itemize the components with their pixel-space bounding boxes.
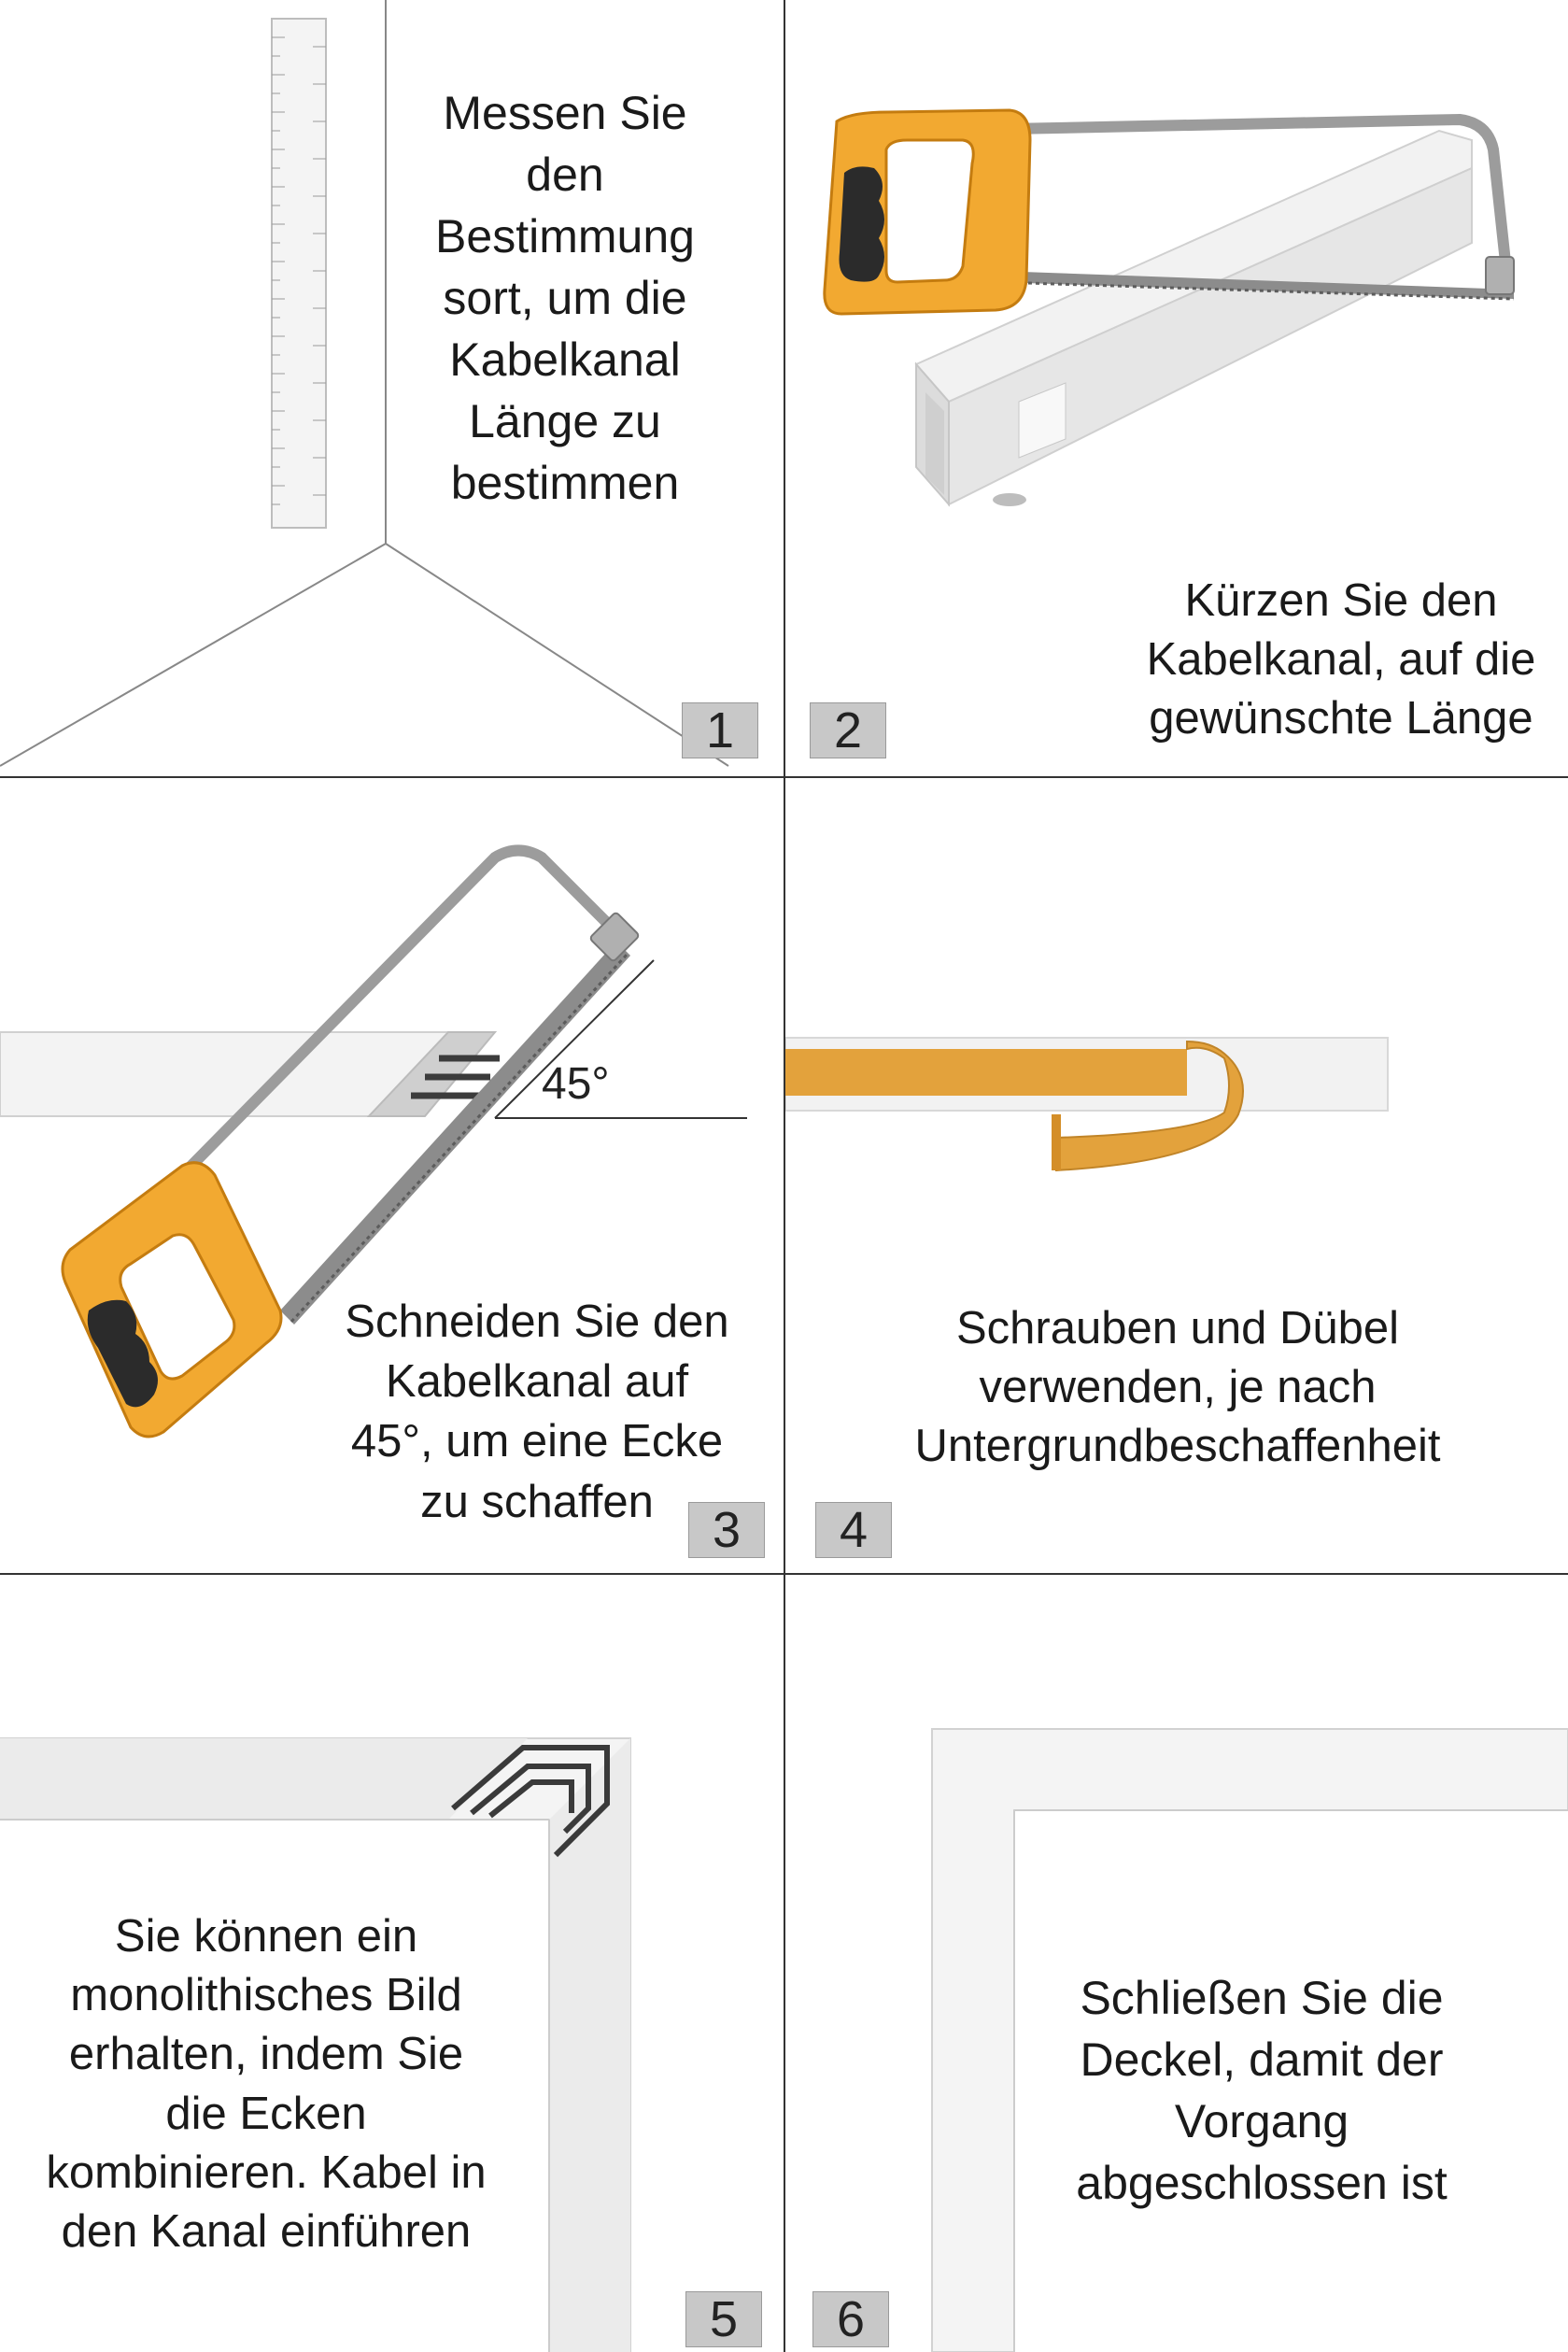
horizontal-divider-1	[0, 776, 1568, 778]
step-1-panel	[0, 0, 784, 776]
step-4-number-badge: 4	[815, 1502, 892, 1558]
step-3-panel	[0, 778, 784, 1573]
step-1-text: Messen Sie den Bestimmung sort, um die Kabelkanal Länge zu bestimmen	[435, 87, 695, 509]
step-6-text: Schließen Sie die Deckel, damit der Vorgang abgeschlossen ist	[1076, 1972, 1448, 2209]
step-4-text: Schrauben und Dübel verwenden, je nach Untergrundbeschaffenheit	[914, 1303, 1441, 1472]
step-3-text: Schneiden Sie den Kabelkanal auf 45°, um eine Ecke zu schaffen	[345, 1296, 729, 1527]
cut-angle-label: 45°	[542, 1059, 610, 1109]
step-4-panel	[785, 778, 1568, 1573]
closed-duct-illustration	[785, 1575, 1568, 2352]
step-5-text: Sie können ein monolithisches Bild erhalten, indem Sie die Ecken kombinieren. Kabel in den Kanal einführen	[46, 1911, 487, 2258]
step-2-text: Kürzen Sie den Kabelkanal, auf die gewünschte Länge	[1146, 575, 1536, 744]
step-5-number-badge: 5	[685, 2291, 762, 2347]
step-1-number-badge: 1	[682, 702, 758, 758]
step-2-number-badge: 2	[810, 702, 886, 758]
horizontal-divider-2	[0, 1573, 1568, 1575]
step-3-number-badge: 3	[688, 1502, 765, 1558]
step-6-number-badge: 6	[812, 2291, 889, 2347]
ruler-icon	[272, 19, 326, 528]
vertical-divider	[784, 0, 785, 2352]
step-2-panel	[785, 0, 1568, 776]
step-5-panel	[0, 1575, 784, 2352]
step-6-panel	[785, 1575, 1568, 2352]
